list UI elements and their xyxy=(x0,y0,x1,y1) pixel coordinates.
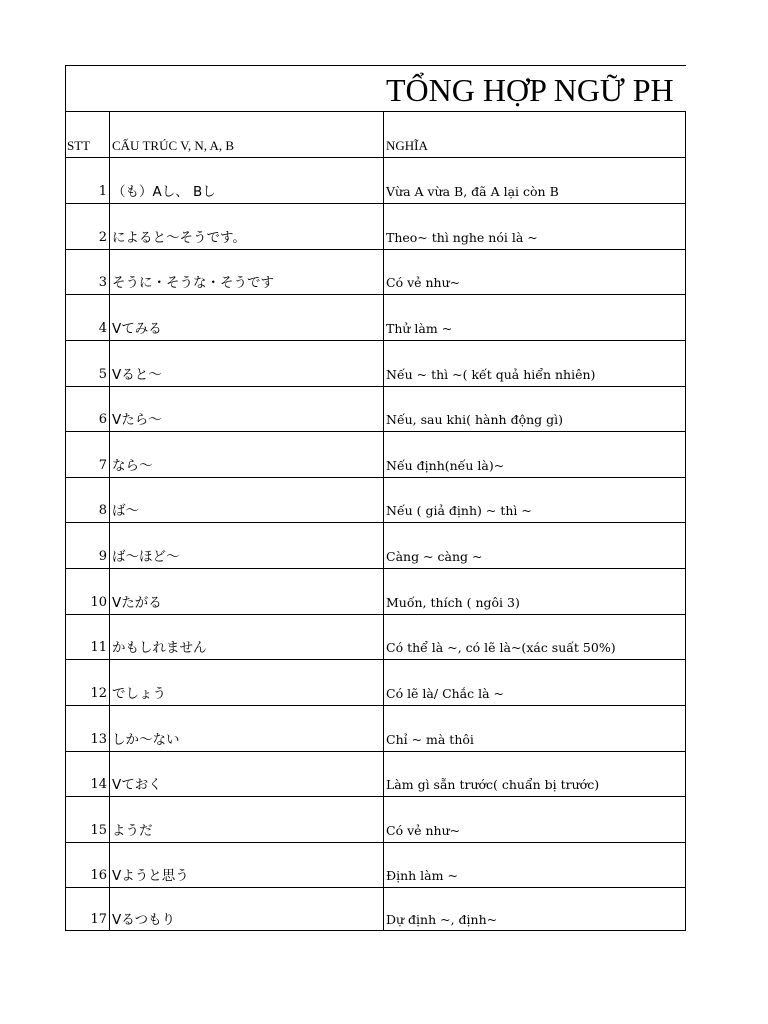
table-row xyxy=(66,888,686,931)
table-row xyxy=(66,386,686,432)
row-meaning: Theo~ thì nghe nói là ~ xyxy=(386,230,538,245)
row-meaning: Thử làm ~ xyxy=(386,321,453,336)
row-stt: 9 xyxy=(98,549,107,564)
row-meaning: Có vẻ như~ xyxy=(386,823,461,838)
row-structure: Vたら～ xyxy=(112,412,162,428)
row-stt: 14 xyxy=(90,777,107,792)
title-row xyxy=(66,66,686,112)
row-structure: Vようと思う xyxy=(112,868,189,884)
row-meaning: Làm gì sẵn trước( chuẩn bị trước) xyxy=(386,777,600,792)
table-row xyxy=(66,614,686,660)
row-stt: 3 xyxy=(98,275,107,290)
row-structure: （も）Aし、 Bし xyxy=(112,184,216,200)
row-structure: Vると～ xyxy=(112,367,162,383)
table-row xyxy=(66,249,686,295)
row-stt: 16 xyxy=(90,868,107,883)
row-meaning: Nếu ~ thì ~( kết quả hiển nhiên) xyxy=(386,367,596,382)
header-structure: CẤU TRÚC V, N, A, B xyxy=(112,138,235,153)
row-stt: 6 xyxy=(98,412,107,427)
header-cell-structure xyxy=(110,112,384,157)
row-meaning: Vừa A vừa B, đã A lại còn B xyxy=(386,184,559,199)
row-stt: 13 xyxy=(90,732,107,747)
table-row xyxy=(66,158,686,204)
row-meaning: Chỉ ~ mà thôi xyxy=(386,732,474,747)
header-stt: STT xyxy=(67,138,91,153)
row-structure: Vるつもり xyxy=(112,912,176,928)
table-row xyxy=(66,797,686,843)
row-stt: 17 xyxy=(90,912,107,927)
row-meaning: Định làm ~ xyxy=(386,868,458,883)
table-row xyxy=(66,204,686,250)
row-meaning: Nếu, sau khi( hành động gì) xyxy=(386,412,563,427)
row-structure: Vてみる xyxy=(112,321,162,337)
row-structure: ば～ほど～ xyxy=(112,549,180,565)
row-stt: 7 xyxy=(98,458,107,473)
row-meaning: Muốn, thích ( ngôi 3) xyxy=(386,595,520,610)
table-title: TỔNG HỢP NGỮ PH xyxy=(386,72,674,108)
row-meaning: Càng ~ càng ~ xyxy=(386,549,483,564)
row-stt: 12 xyxy=(90,686,107,701)
row-structure: Vておく xyxy=(112,777,162,793)
row-stt: 1 xyxy=(98,184,107,199)
grammar-table xyxy=(65,65,686,931)
table-row xyxy=(66,523,686,569)
row-stt: 5 xyxy=(98,367,107,382)
row-structure: Vたがる xyxy=(112,595,162,611)
row-structure: ようだ xyxy=(112,823,153,839)
table-row xyxy=(66,751,686,797)
row-stt: 8 xyxy=(98,503,107,518)
table-row xyxy=(66,842,686,888)
table-row xyxy=(66,706,686,752)
row-stt: 4 xyxy=(98,321,107,336)
row-stt: 11 xyxy=(90,640,107,655)
row-structure: ば～ xyxy=(112,503,139,519)
row-stt: 15 xyxy=(90,823,107,838)
table-row xyxy=(66,295,686,341)
row-structure: しか～ない xyxy=(112,732,180,748)
table-row xyxy=(66,660,686,706)
row-structure: そうに・そうな・そうです xyxy=(112,275,274,291)
row-structure: なら～ xyxy=(112,458,153,474)
row-meaning: Dự định ~, định~ xyxy=(386,912,498,927)
row-meaning: Nếu ( giả định) ~ thì ~ xyxy=(386,503,532,518)
table-row xyxy=(66,569,686,615)
row-meaning: Có vẻ như~ xyxy=(386,275,461,290)
row-meaning: Có lẽ là/ Chắc là ~ xyxy=(386,686,505,701)
table-row xyxy=(66,477,686,523)
header-row xyxy=(66,112,686,158)
header-cell-meaning xyxy=(384,112,686,157)
table-row xyxy=(66,432,686,478)
row-stt: 10 xyxy=(90,595,107,610)
row-structure: でしょう xyxy=(112,686,166,702)
row-stt: 2 xyxy=(98,230,107,245)
row-structure: かもしれません xyxy=(112,640,207,656)
table-row xyxy=(66,341,686,387)
row-meaning: Nếu định(nếu là)~ xyxy=(386,458,505,473)
header-cell-stt xyxy=(66,112,110,157)
header-meaning: NGHĨA xyxy=(386,138,428,153)
row-structure: によると～そうです。 xyxy=(112,230,246,246)
row-meaning: Có thể là ~, có lẽ là~(xác suất 50%) xyxy=(386,640,616,655)
